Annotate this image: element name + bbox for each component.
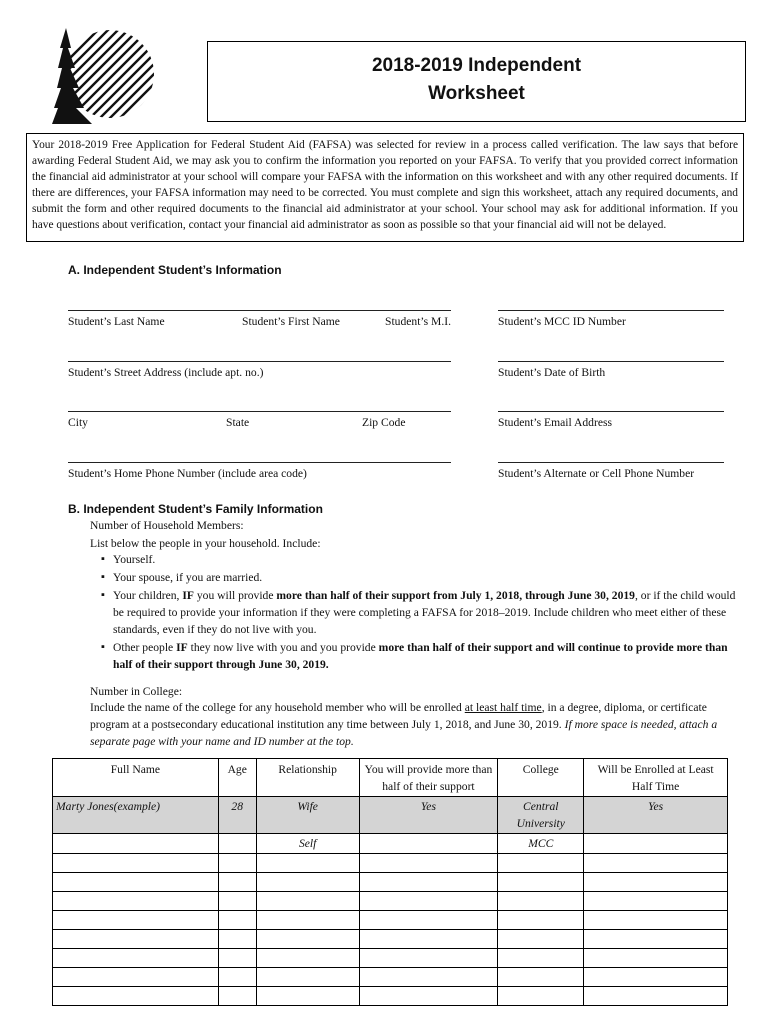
home-phone-line[interactable] [68,462,451,463]
table-cell[interactable] [584,987,728,1006]
col-half-time: Will be Enrolled at Least Half Time [584,759,728,797]
table-cell[interactable] [218,911,256,930]
col-relationship: Relationship [256,759,359,797]
table-cell: MCC [498,834,584,854]
table-cell[interactable] [359,987,498,1006]
bullet-bold: more than half of their support from July 1, 2018, through June 30, 2019 [276,589,635,602]
table-cell: Central University [498,797,584,834]
table-cell[interactable] [359,968,498,987]
list-item [101,569,741,586]
table-cell[interactable] [584,930,728,949]
list-item [101,587,741,638]
col-age: Age [218,759,256,797]
table-cell[interactable] [218,987,256,1006]
table-cell[interactable] [53,949,219,968]
col-college: College [498,759,584,797]
college-text: Include the name of the college for any household member who will be enrolled [90,701,465,714]
title-line-1: 2018-2019 Independent [371,55,582,76]
table-cell[interactable] [53,911,219,930]
table-row[interactable] [53,930,728,949]
col-full-name: Full Name [53,759,219,797]
table-cell[interactable] [498,949,584,968]
table-cell[interactable] [359,930,498,949]
table-cell[interactable] [498,968,584,987]
table-cell[interactable] [584,834,728,854]
bullet-text: Other people [113,641,177,654]
table-cell[interactable] [256,873,359,892]
table-cell[interactable] [584,892,728,911]
table-cell[interactable] [218,873,256,892]
table-cell: Marty Jones(example) [53,797,219,834]
table-cell[interactable] [498,911,584,930]
table-cell[interactable] [359,854,498,873]
table-cell[interactable] [218,834,256,854]
bullet-text: Your spouse, if you are married. [113,571,263,584]
table-cell[interactable] [498,987,584,1006]
zip-label: Zip Code [362,416,406,429]
section-b-heading: B. Independent Student’s Family Information [68,502,323,516]
street-label: Student’s Street Address (include apt. no.) [68,366,264,379]
college-text: , in a degree, diploma, or certificate program at a postsecondary educational institution any time between July 1, 2018, and June 30, 2019. [90,701,707,731]
table-cell[interactable] [498,873,584,892]
mcc-id-label: Student’s MCC ID Number [498,315,626,328]
dob-label: Student’s Date of Birth [498,366,606,379]
table-cell[interactable] [498,930,584,949]
table-cell[interactable] [53,873,219,892]
col-support: You will provide more than half of their support [359,759,498,797]
email-label: Student’s Email Address [498,416,613,429]
name-line[interactable] [68,310,451,311]
table-row[interactable] [53,968,728,987]
table-cell[interactable] [359,834,498,854]
table-cell[interactable] [218,892,256,911]
table-cell: Wife [256,797,359,834]
college-logo-icon [52,26,162,126]
table-cell[interactable] [53,930,219,949]
mi-label: Student’s M.I. [385,315,452,328]
table-cell[interactable] [498,854,584,873]
email-line[interactable] [498,411,724,412]
table-cell[interactable] [359,892,498,911]
self-row[interactable] [53,834,728,854]
bullet-text: Your children, [113,589,183,602]
list-item [101,639,741,673]
dob-line[interactable] [498,361,724,362]
college-underline: at least half time [464,701,542,714]
table-cell: Self [256,834,359,854]
intro-paragraph: Your 2018-2019 Free Application for Federal Student Aid (FAFSA) was selected for review in a process called verification. The law says that before awarding Federal Student Aid, we may ask you to confirm the information you reported on your FAFSA. To verify that you provided correct information the financial aid administrator at your school will compare your FAFSA with the information on this worksheet and with any other required documents. If there are differences, your FAFSA information may need to be corrected. You must complete and sign this worksheet, attach any required documents, and submit the form and other required documents to the financial aid administrator at your school. Your school may ask for additional information. If you have questions about verification, contact your financial aid administrator as soon as possible so that your financial aid will not be delayed. [26,133,744,242]
table-row[interactable] [53,949,728,968]
table-row[interactable] [53,911,728,930]
college-italic: If more space is needed, attach a separate page with your name and ID number at the top. [90,718,718,748]
city-label: City [68,416,88,429]
last-name-label: Student’s Last Name [68,315,165,328]
household-include-list [101,551,741,674]
table-row[interactable] [53,873,728,892]
table-row[interactable] [53,854,728,873]
first-name-label: Student’s First Name [242,315,340,328]
table-cell[interactable] [218,949,256,968]
table-header-row [53,759,728,797]
bullet-text: you will provide [193,589,277,602]
table-cell[interactable] [584,968,728,987]
table-cell[interactable] [256,968,359,987]
household-table [52,758,728,1006]
table-cell[interactable] [256,987,359,1006]
table-cell[interactable] [584,854,728,873]
list-intro: List below the people in your household. Include: [90,537,321,550]
bullet-bold: more than half of their support and will continue to provide more than half of their support through June 30, 2019. [113,641,728,671]
table-cell[interactable] [256,892,359,911]
list-item [101,551,741,568]
alt-phone-label: Student’s Alternate or Cell Phone Number [498,467,695,480]
worksheet-title [207,41,746,122]
table-cell[interactable] [584,873,728,892]
table-cell[interactable] [498,892,584,911]
state-label: State [226,416,250,429]
table-cell: Yes [359,797,498,834]
bullet-if: IF [182,589,194,602]
table-cell[interactable] [53,968,219,987]
table-cell[interactable] [53,892,219,911]
college-instructions [90,699,740,750]
bullet-if: IF [176,641,188,654]
table-cell[interactable] [584,911,728,930]
mcc-id-line[interactable] [498,310,724,311]
city-state-zip-line[interactable] [68,411,451,412]
section-a-heading: A. Independent Student’s Information [68,263,282,277]
table-cell[interactable] [584,949,728,968]
table-cell[interactable] [218,930,256,949]
table-row[interactable] [53,892,728,911]
table-cell[interactable] [256,949,359,968]
household-members-label: Number of Household Members: [90,519,244,532]
alt-phone-line[interactable] [498,462,724,463]
table-cell[interactable] [53,834,219,854]
bullet-text: they now live with you and you provide [187,641,379,654]
table-cell[interactable] [218,968,256,987]
example-row [53,797,728,834]
bullet-text: Yourself. [113,553,156,566]
table-cell[interactable] [359,873,498,892]
table-cell: Yes [584,797,728,834]
bullet-text: , or if the child would be required to provide your information if they were completing a FAFSA for 2018–2019. Include children who meet either of these standards, even if they do not live with you. [113,589,736,636]
home-phone-label: Student’s Home Phone Number (include area code) [68,467,307,480]
table-cell[interactable] [53,854,219,873]
title-line-2: Worksheet [428,83,525,104]
street-line[interactable] [68,361,451,362]
table-cell[interactable] [359,949,498,968]
table-cell[interactable] [256,911,359,930]
table-cell[interactable] [53,987,219,1006]
table-cell: 28 [218,797,256,834]
table-cell[interactable] [256,930,359,949]
table-row[interactable] [53,987,728,1006]
table-cell[interactable] [256,854,359,873]
table-cell[interactable] [359,911,498,930]
number-in-college-label: Number in College: [90,685,183,698]
table-cell[interactable] [218,854,256,873]
